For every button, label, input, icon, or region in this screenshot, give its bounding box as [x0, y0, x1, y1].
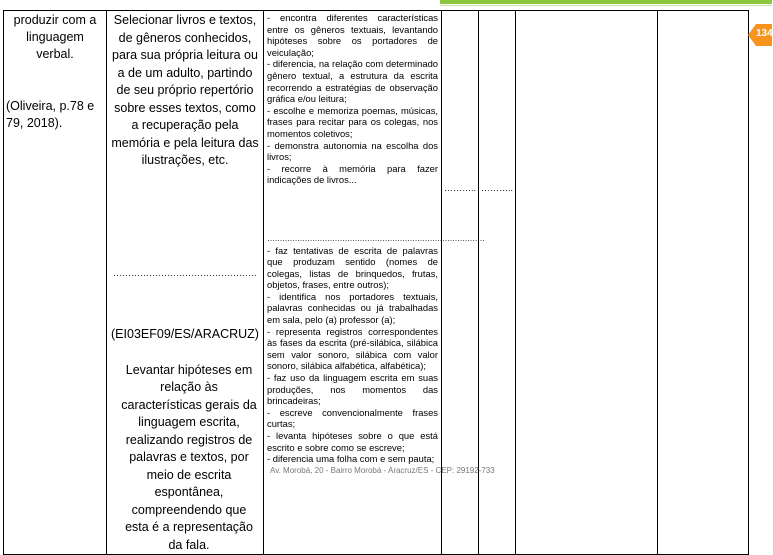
col2-top-text: Selecionar livros e textos, de gêneros conhecidos, para sua própria leitura ou a de um adulto, partindo de seu próprio repertório sobre esses textos, como a recuperação pela memória e pela leitura das ilustrações, etc.: [111, 13, 259, 167]
top-items-list: [264, 11, 441, 186]
list-item: - levanta hipóteses sobre o que está escrito e sobre como se escreve;: [267, 430, 438, 453]
col1-top-text: produzir com a linguagem verbal.: [13, 13, 97, 61]
col2-separator: …………………………………………: [113, 267, 257, 278]
list-item: - demonstra autonomia na escolha dos livros;: [267, 139, 438, 163]
badge-arrow: [748, 24, 756, 46]
list-item: - faz uso da linguagem escrita em suas produções, nos momentos das brincadeiras;: [267, 372, 438, 407]
list-item: - escreve convencionalmente frases curtas;: [267, 406, 438, 430]
page-number-badge: [748, 24, 772, 46]
col3-separator: ……………………………………………………………………………: [267, 233, 485, 243]
list-item: - encontra diferentes características entre os gêneros textuais, levantando hipóteses sobre os portadores de veiculação;: [267, 12, 438, 58]
col5-dots: ………..: [480, 183, 513, 193]
col4-dots: ………..: [443, 183, 476, 193]
cell-col1: [4, 11, 107, 555]
list-item: - diferencia uma folha com e sem pauta;: [267, 453, 435, 465]
cell-col6: [516, 11, 658, 555]
list-item: - diferencia, na relação com determinado gênero textual, a estrutura da escrita recorrendo a estratégias de observação gráfica e/ou leitura;: [267, 58, 438, 105]
cell-col2: [107, 11, 264, 555]
page-footer: Av. Morobá, 20 - Bairro Morobá - Aracruz/ES - CEP: 29192-733: [270, 466, 495, 475]
list-item: - faz tentativas de escrita de palavras que produzam sentido (nomes de colegas, listas de brinquedos, frutas, objetos, frases, entre outros);: [267, 244, 438, 291]
header-rule: [440, 0, 772, 4]
objective-text: Levantar hipóteses em relação às características gerais da linguagem escrita, realizando registros de palavras e textos, por meio de escrita espontânea, compreendendo que esta é a representação da fala.: [121, 362, 257, 552]
bottom-items-list: [264, 245, 441, 465]
objective-code: (EI03EF09/ES/ARACRUZ): [111, 327, 259, 341]
list-item: - identifica nos portadores textuais, palavras conhecidas ou já trabalhadas em sala, pelo (a) professor (a);: [267, 290, 438, 326]
header-rule-thin: [440, 5, 772, 6]
list-item: - escolhe e memoriza poemas, músicas, frases para recitar para os colegas, nos momentos coletivos;: [267, 104, 438, 139]
list-item: - representa registros correspondentes às fases da escrita (pré-silábica, silábica sem valor sonoro, silábica com valor sonoro, silábica alfabética, alfabética);: [267, 325, 438, 372]
list-item: - recorre à memória para fazer indicações de livros...: [267, 162, 438, 186]
cell-col7: [658, 11, 749, 555]
page-number: 134: [756, 28, 773, 39]
citation: (Oliveira, p.78 e 79, 2018).: [6, 99, 95, 130]
